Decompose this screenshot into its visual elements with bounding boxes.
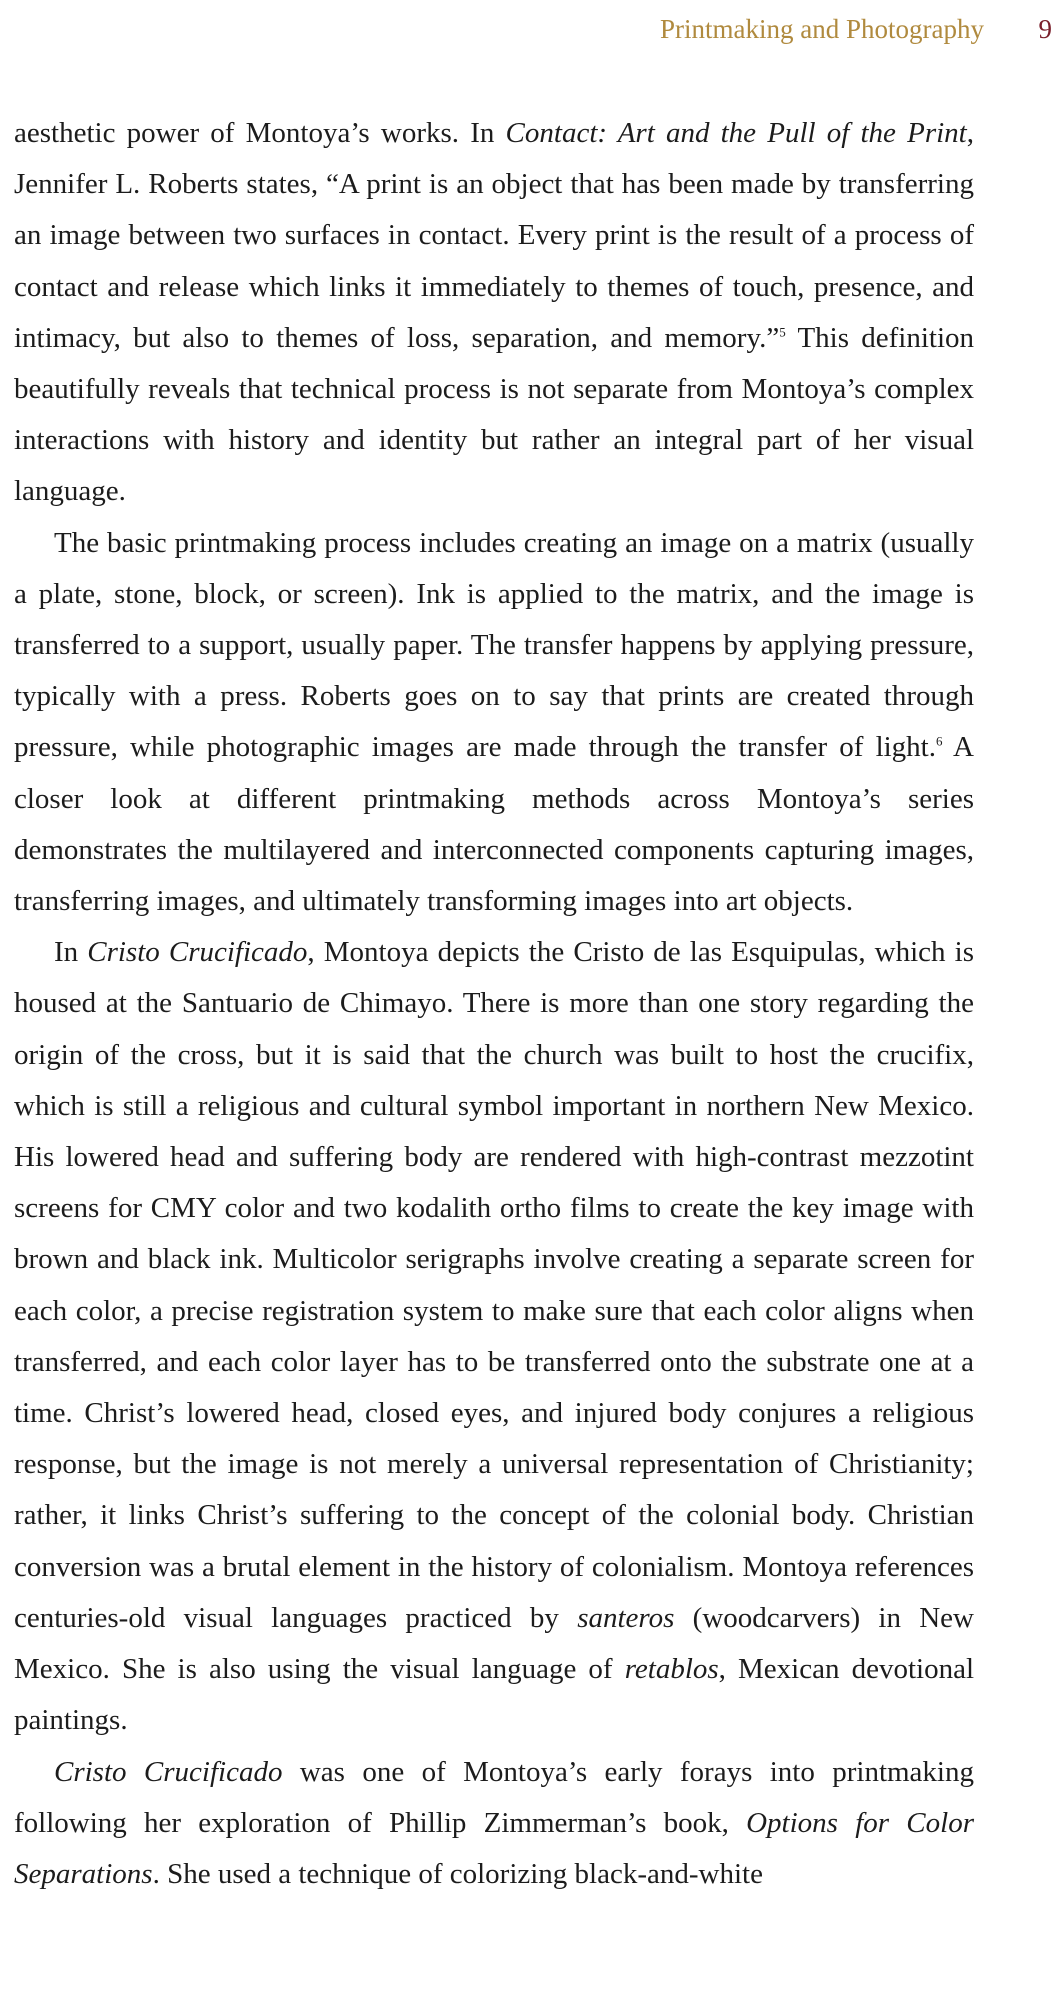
running-head: [0, 14, 1064, 54]
text-run: . She used a technique of colorizing black-and-white: [152, 1857, 763, 1890]
text-run: was one of Montoya’s early forays into printmaking following her exploration of Phillip Zimmerman’s book,: [14, 1755, 974, 1839]
text-run: , Montoya depicts the Cristo de las Esquipulas, which is housed at the Santuario de Chimayo. There is more than one story regarding the origin of the cross, but it is said that the church was built to host the crucifix, which is still a religious and cultural symbol important in northern New Mexico. His lowered head and suffering body are rendered with high-contrast mezzotint screens for CMY color and two kodalith ortho films to create the key image with brown and black ink. Multicolor serigraphs involve creating a separate screen for each color, a precise registration system to make sure that each color aligns when transferred, and each color layer has to be transferred onto the substrate one at a time. Christ’s lowered head, closed eyes, and injured body conjures a religious response, but the image is not merely a universal representation of Christianity; rather, it links Christ’s suffering to the concept of the colonial body. Christian conversion was a brutal element in the history of colonialism. Montoya references centuries-old visual languages practiced by: [14, 936, 974, 1634]
italic-text: santeros: [577, 1601, 675, 1634]
text-run: This definition beautifully reveals that technical process is not separate from Montoya’s complex interactions with history and identity but rather an integral part of her visual language.: [14, 321, 974, 508]
paragraph: [14, 518, 974, 928]
page-number: 9: [1038, 14, 1052, 44]
text-run: (woodcarvers) in New Mexico. She is also using the visual language of: [14, 1601, 974, 1686]
italic-text: Contact: Art and the Pull of the Print: [505, 117, 967, 149]
running-head-title: Printmaking and Photography: [660, 14, 984, 44]
italic-text: Cristo Crucificado: [54, 1755, 283, 1788]
text-run: In: [54, 936, 88, 969]
paragraph: [14, 927, 974, 1746]
text-run: The basic printmaking process includes creating an image on a matrix (usually a plate, stone, block, or screen). Ink is applied to the matrix, and the image is transferred to a support, usually paper. The transfer happens by applying pressure, typically with a press. Roberts goes on to say that prints are created through pressure, while photographic images are made through the transfer of light.: [14, 526, 974, 764]
text-run: , Mexican devotional paintings.: [14, 1653, 974, 1737]
footnote-marker: 5: [779, 324, 786, 340]
body-text: [14, 108, 974, 1900]
footnote-marker: 6: [936, 733, 943, 749]
paragraph: [14, 108, 974, 518]
text-run: aesthetic power of Montoya’s works. In: [14, 117, 506, 149]
text-run: A closer look at different printmaking methods across Montoya’s series demonstrates the multilayered and interconnected components capturing images, transferring images, and ultimately transforming images into art objects.: [14, 731, 974, 918]
italic-text: retablos: [624, 1653, 719, 1686]
paragraph: [14, 1747, 974, 1901]
text-run: , Jennifer L. Roberts states, “A print is an object that has been made by transferring an image between two surfaces in contact. Every print is the result of a process of contact and release which links it immediately to themes of touch, presence, and intimacy, but also to themes of loss, separation, and memory.”: [14, 117, 974, 354]
italic-text: Options for Color Separations: [14, 1806, 974, 1890]
italic-text: Cristo Crucificado: [87, 936, 308, 969]
